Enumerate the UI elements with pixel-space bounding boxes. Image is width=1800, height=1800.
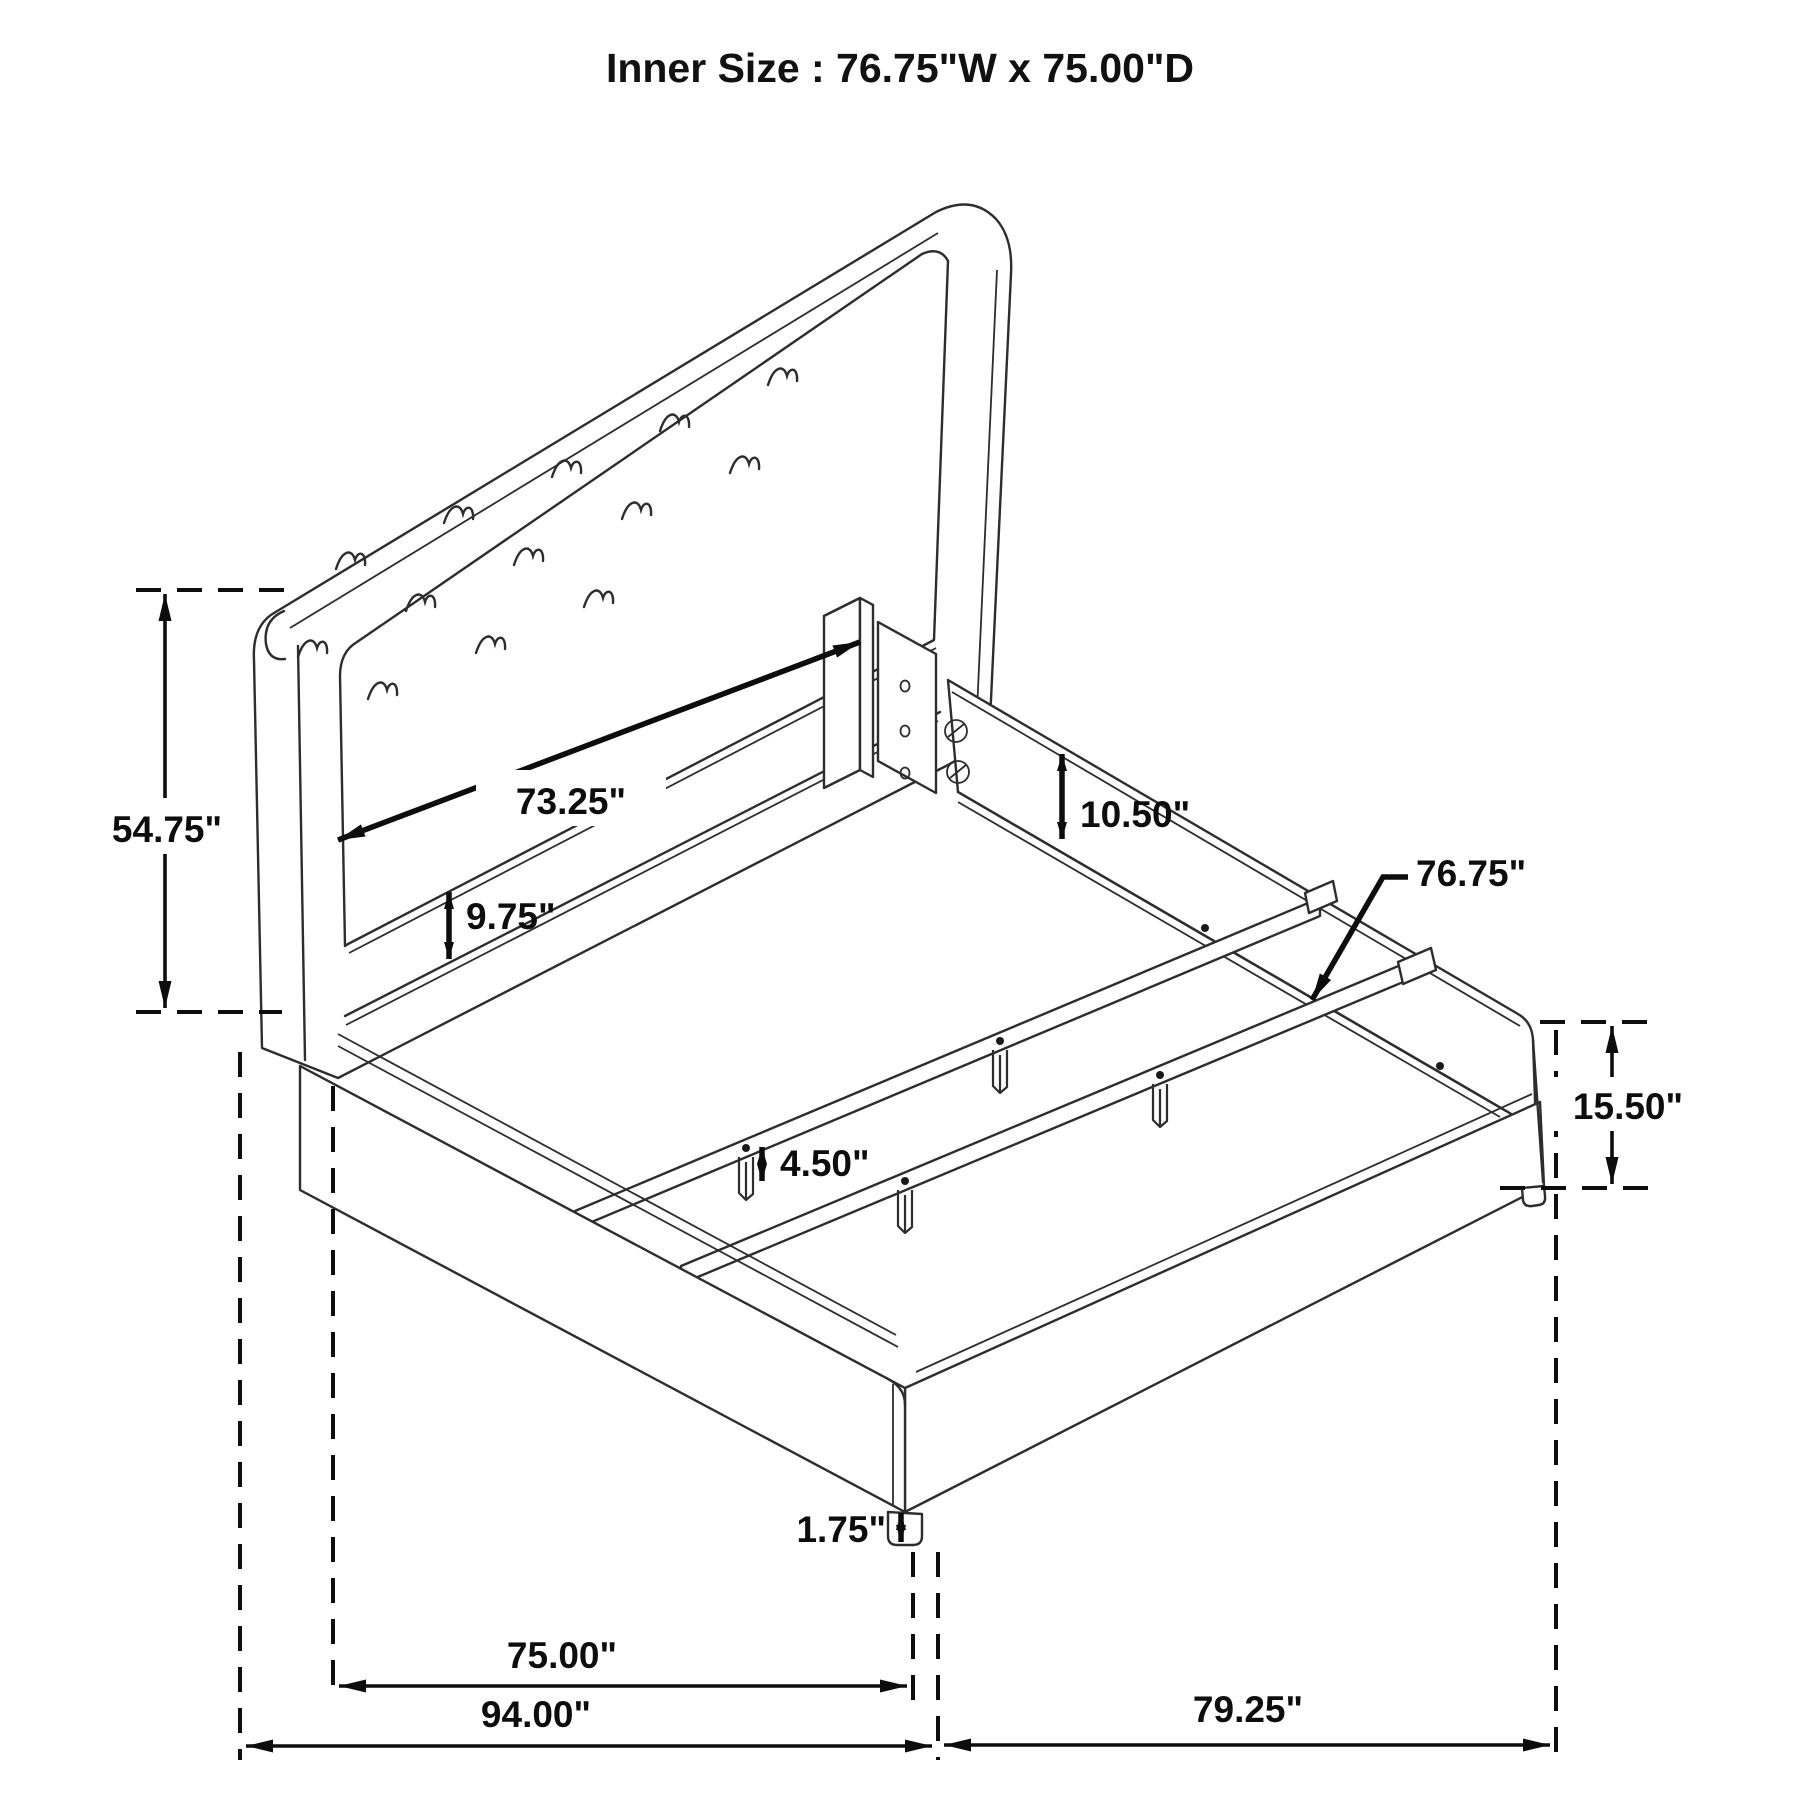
center-post-side-face	[860, 598, 873, 777]
dim-overall-width	[944, 1689, 1550, 1745]
rail-screw-dot	[1436, 1062, 1444, 1070]
dimension-label: 79.25"	[1192, 1689, 1304, 1730]
center-post-front-face	[824, 598, 860, 788]
diagram-title: Inner Size : 76.75"W x 75.00"D	[605, 45, 1195, 91]
slat-rail-leg	[1153, 1084, 1167, 1127]
slat-screw-dot	[1156, 1071, 1164, 1079]
dim-inner-depth	[339, 1635, 907, 1686]
corner-b-foot	[888, 1512, 922, 1545]
dimension-label: 10.50"	[1080, 794, 1191, 835]
rail-screw-dot	[1201, 924, 1209, 932]
dimension-label: 15.50"	[1572, 1086, 1684, 1127]
right-side-rail	[945, 680, 1536, 1130]
left-rail-outer-face	[300, 1066, 905, 1512]
headboard-center-post	[824, 598, 873, 788]
right-rail-inner-face	[948, 680, 1536, 1130]
dimension-label: 76.75"	[1416, 853, 1527, 894]
dimension-label: 54.75"	[111, 809, 223, 850]
foot-rail-panel	[905, 1040, 1545, 1512]
dimension-label: 73.25"	[515, 781, 627, 822]
slat-rail-leg	[993, 1050, 1007, 1093]
dim-overall-depth	[246, 1694, 932, 1746]
slat-screw-dot	[901, 1177, 909, 1185]
slat-rail-leg	[898, 1190, 912, 1233]
foot-panel-face	[905, 1102, 1544, 1512]
slat-screw-dot	[742, 1144, 750, 1152]
dimension-label: 9.75"	[466, 896, 556, 937]
dim-slat-leg-height	[762, 1143, 870, 1184]
dimension-label: 1.75"	[796, 1509, 886, 1550]
bed-frame-drawing	[254, 204, 1545, 1545]
dimension-label: 4.50"	[780, 1143, 870, 1184]
dimension-label: 75.00"	[506, 1635, 618, 1676]
slat-rail-leg	[739, 1157, 753, 1200]
slat-screw-dot	[996, 1037, 1004, 1045]
dim-leg-clearance	[796, 1509, 901, 1550]
dimension-label: 94.00"	[480, 1694, 592, 1735]
